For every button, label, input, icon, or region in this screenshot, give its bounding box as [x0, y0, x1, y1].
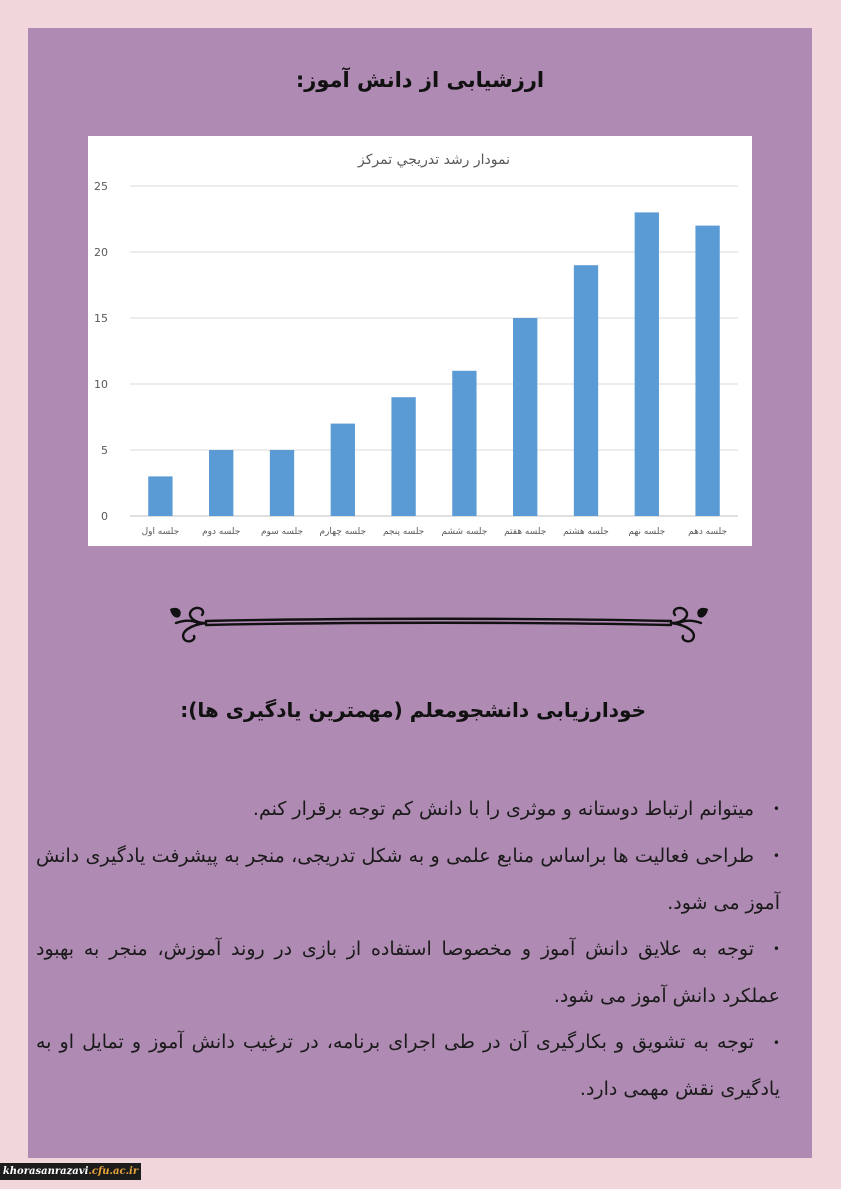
x-tick-label: جلسه پنجم — [382, 527, 425, 537]
bullet-item — [36, 833, 792, 926]
bullet-item — [36, 786, 792, 833]
x-tick-label: جلسه دوم — [202, 527, 241, 537]
bar — [209, 450, 233, 516]
bar — [635, 212, 659, 516]
bullet-icon: • — [772, 849, 780, 863]
bullet-text: توجه به تشویق و بکارگیری آن در طی اجرای برنامه، در ترغیب دانش آموز و تمایل او به یادگیری نقش مهمی دارد. — [36, 1031, 780, 1100]
bullet-icon: • — [772, 1035, 780, 1050]
bullet-item — [36, 1019, 792, 1112]
ornamental-divider-icon — [146, 596, 730, 644]
y-tick-label: 0 — [101, 510, 108, 523]
x-tick-label: جلسه هفتم — [504, 527, 547, 537]
bullet-list — [36, 786, 792, 1113]
y-tick-label: 10 — [94, 378, 108, 391]
bar — [331, 424, 355, 516]
chart-title: نمودار رشد تدريجي تمرکز — [357, 152, 511, 168]
footer-domain: .cfu.ac.ir — [88, 1166, 139, 1177]
bar — [270, 450, 294, 516]
chart-svg — [88, 136, 752, 546]
x-tick-label: جلسه ششم — [441, 527, 488, 537]
content-panel — [28, 28, 812, 1158]
x-tick-label: جلسه سوم — [260, 527, 304, 537]
x-tick-label: جلسه چهارم — [319, 527, 367, 537]
bar — [148, 476, 172, 516]
y-tick-label: 25 — [94, 180, 108, 193]
bullet-text: توجه به علایق دانش آموز و مخصوصا استفاده از بازی در روند آموزش، منجر به بهبود عملکرد دانش آموز می شود. — [36, 938, 780, 1007]
footer-site-name: khorasanrazavi — [2, 1166, 89, 1177]
y-tick-label: 20 — [94, 246, 108, 259]
bullet-icon: • — [772, 942, 780, 957]
bar-chart — [88, 136, 752, 546]
x-tick-label: جلسه نهم — [628, 527, 666, 537]
y-tick-label: 15 — [94, 312, 108, 325]
bar — [391, 397, 415, 516]
x-tick-label: جلسه دهم — [688, 527, 728, 537]
section-subtitle: خودارزیابی دانشجومعلم (مهمترین یادگیری ها): — [180, 698, 646, 722]
bullet-icon: • — [772, 802, 780, 817]
bullet-text: میتوانم ارتباط دوستانه و موثری را با دانش کم توجه برقرار کنم. — [252, 798, 754, 820]
bullet-text: طراحی فعالیت ها براساس منابع علمی و به شکل تدریجی، منجر به پیشرفت یادگیری دانش آموز می شود. — [36, 844, 780, 914]
bar — [452, 371, 476, 516]
x-tick-label: جلسه هشتم — [563, 527, 609, 537]
bar — [513, 318, 537, 516]
y-tick-label: 5 — [101, 444, 108, 457]
page-title: ارزشیابی از دانش آموز: — [295, 68, 545, 92]
x-tick-label: جلسه اول — [141, 527, 180, 537]
bar — [695, 226, 719, 516]
bullet-item — [36, 926, 792, 1019]
bar — [574, 265, 598, 516]
footer-site-badge[interactable] — [0, 1163, 141, 1180]
